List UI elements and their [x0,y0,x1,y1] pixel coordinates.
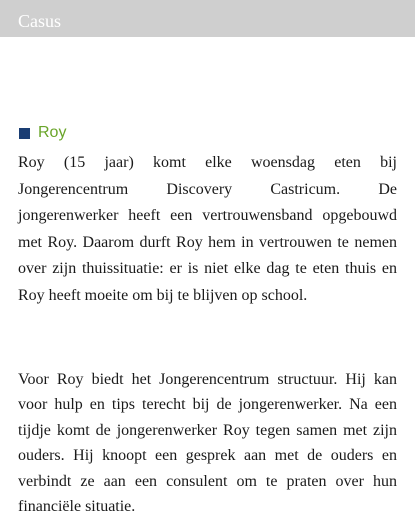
case-paragraph: Roy (15 jaar) komt elke woensdag eten bij Jongerencentrum Discovery Castricum. De jongerenwerker heeft een vertrouwensband opgebouwd met Roy. Daarom durft Roy hem in vertrouwen te nemen over zijn thuissituatie: er is niet elke dag te eten thuis en Roy heeft moeite om bij te blijven op school. [18,154,397,304]
case-heading [19,123,66,143]
case-paragraph: Voor Roy biedt het Jongerencentrum structuur. Hij kan voor hulp en tips terecht bij de jongerenwerker. Na een tijdje komt de jongerenwerker Roy tegen samen met zijn ouders. Hij knoopt een gesprek aan met de ouders en verbindt ze aan een consulent om te praten over hun financiële situatie. [18,371,397,516]
header-bar [0,0,415,37]
header-title: Casus [18,11,62,31]
case-name: Roy [38,124,67,141]
square-bullet-icon [19,128,30,139]
